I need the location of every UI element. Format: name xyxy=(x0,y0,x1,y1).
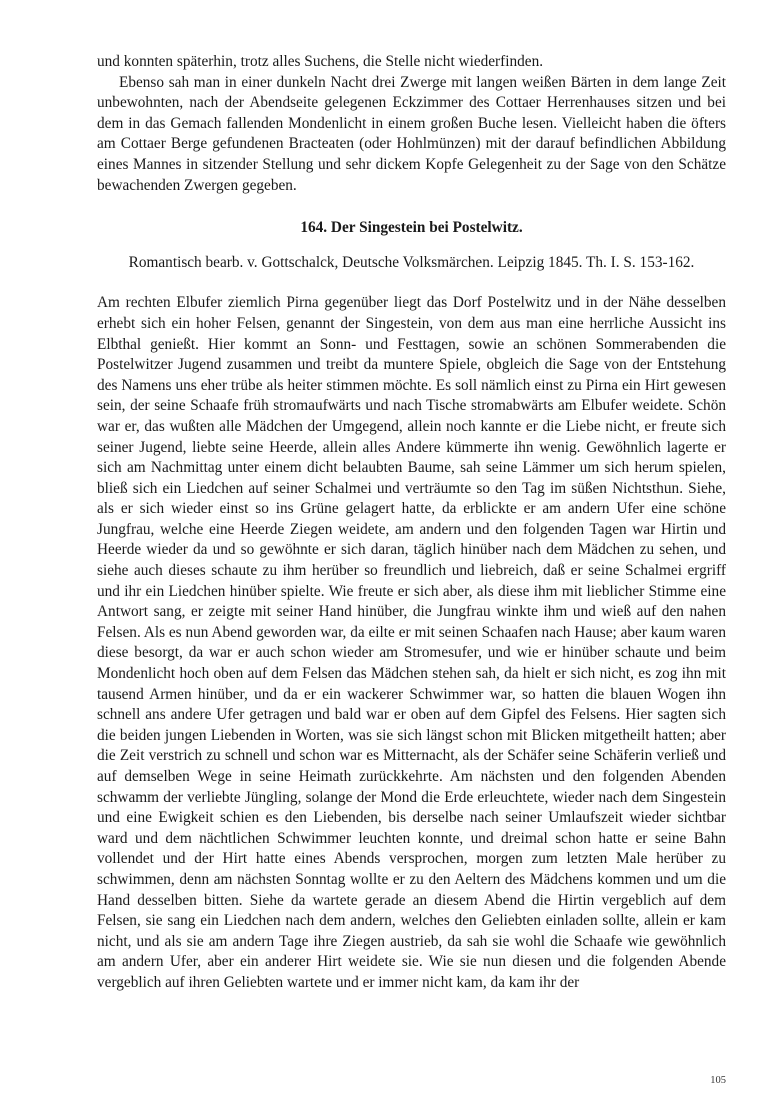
page-number: 105 xyxy=(710,1075,726,1086)
page-body xyxy=(97,52,726,994)
main-text: Am rechten Elbufer ziemlich Pirna gegenüber liegt das Dorf Postelwitz und in der Nähe desselben erhebt sich ein hoher Felsen, genannt der Singestein, von dem aus man eine herrliche Aussicht ins Elbthal genießt. Hier kommt an Sonn- und Festtagen, sowie an schönen Sommerabenden die Postelwitzer Jugend zusammen und treibt da muntere Spiele, obgleich die Sage von der Entstehung des Namens uns eher trübe als heiter stimmen möchte. Es soll nämlich einst zu Pirna ein Hirt gewesen sein, der seine Schaafe früh stromaufwärts und nach Tische stromabwärts am Elbufer weidete. Schön war er, das wußten alle Mädchen der Umgegend, allein noch kannte er die Liebe nicht, er freute sich seiner Jugend, liebte seine Heerde, allein alles Andere kümmerte ihn wenig. Gewöhnlich lagerte er sich am Nachmittag unter einem dicht belaubten Baume, sah seine Lämmer um sich herum spielen, bließ sich ein Liedchen auf seiner Schalmei und verträumte so den Tag im süßen Nichtsthun. Siehe, als er sich wieder einst so ins Grüne gelagert hatte, da erblickte er am andern Ufer eine schöne Jungfrau, welche eine Heerde Ziegen weidete, am andern und den folgenden Tagen war Hirtin und Heerde wieder da und so gewöhnte er sich daran, täglich hinüber nach dem Mädchen zu sehen, und siehe auch dieses schaute zu ihm herüber so freundlich und liebreich, daß er seine Schalmei ergriff und ihr ein Liedchen hinüber spielte. Wie freute er sich aber, als diese ihm mit lieblicher Stimme eine Antwort sang, er zeigte mit seiner Hand hinüber, die Jungfrau winkte ihm und wieß auf den nahen Felsen. Als es nun Abend geworden war, da eilte er mit seinen Schaafen nach Hause; aber kaum waren diese besorgt, da war er auch schon wieder am Stromesufer, und wie er hinüber schaute und beim Mondenlicht hoch oben auf dem Felsen das Mädchen stehen sah, da hielt er sich nicht, es zog ihn mit tausend Armen hinüber, und da er ein wackerer Schwimmer war, so hatten die blauen Wogen ihn schnell ans andere Ufer getragen und bald war er oben auf dem Gipfel des Felsens. Hier sagten sich die beiden jungen Liebenden in Worten, was sie sich längst schon mit Blicken mitgetheilt hatten; aber die Zeit verstrich zu schnell und schon war es Mitternacht, als der Schäfer seine Schäferin verließ und auf demselben Wege in seine Heimath zurückkehrte. Am nächsten und den folgenden Abenden schwamm der verliebte Jüngling, solange der Mond die Erde erleuchtete, wieder nach dem Singestein und eine Ewigkeit schien es den Liebenden, bis derselbe nach seiner Umlaufszeit wieder sichtbar ward und dem nächtlichen Schwimmer leuchten konnte, und dreimal schon hatte er seine Bahn vollendet und der Hirt hatte eines Abends versprochen, morgen zum letzten Male herüber zu schwimmen, denn am nächsten Sonntag wollte er zu den Aeltern des Mädchens kommen und um die Hand desselben bitten. Siehe da wartete gerade an diesem Abend die Hirtin vergeblich auf dem Felsen, sie sang ein Liedchen nach dem andern, welches den Geliebten einladen sollte, allein er kam nicht, und als sie am andern Tage ihre Ziegen austrieb, da sah sie wohl die Schaafe wie gewöhnlich am andern Ufer, aber ein anderer Hirt weidete sie. Wie sie nun diesen und die folgenden Abende vergeblich auf ihren Geliebten wartete und er immer nicht kam, da kam ihr der xyxy=(97,294,726,991)
source-note: Romantisch bearb. v. Gottschalck, Deutsche Volksmärchen. Leipzig 1845. Th. I. S. 153-162. xyxy=(128,253,695,271)
section-title: 164. Der Singestein bei Postelwitz. xyxy=(300,219,523,237)
continuation-line: und konnten späterhin, trotz alles Suchens, die Stelle nicht wiederfinden. xyxy=(97,53,544,70)
paragraph-dwarfs: Ebenso sah man in einer dunkeln Nacht drei Zwerge mit langen weißen Bärten in dem lange Zeit unbewohnten, nach der Abendseite gelegenen Eckzimmer des Cottaer Herrenhauses sitzen und bei dem in das Gemach fallenden Mondenlicht in einem großen Buche lesen. Vielleicht haben die öfters am Cottaer Berge gefundenen Bracteaten (oder Hohlmünzen) mit der darauf befindlichen Abbildung eines Mannes in sitzender Stellung und sehr dickem Kopfe Gelegenheit zu der Sage von den Schätze bewachenden Zwergen gegeben. xyxy=(97,73,726,194)
